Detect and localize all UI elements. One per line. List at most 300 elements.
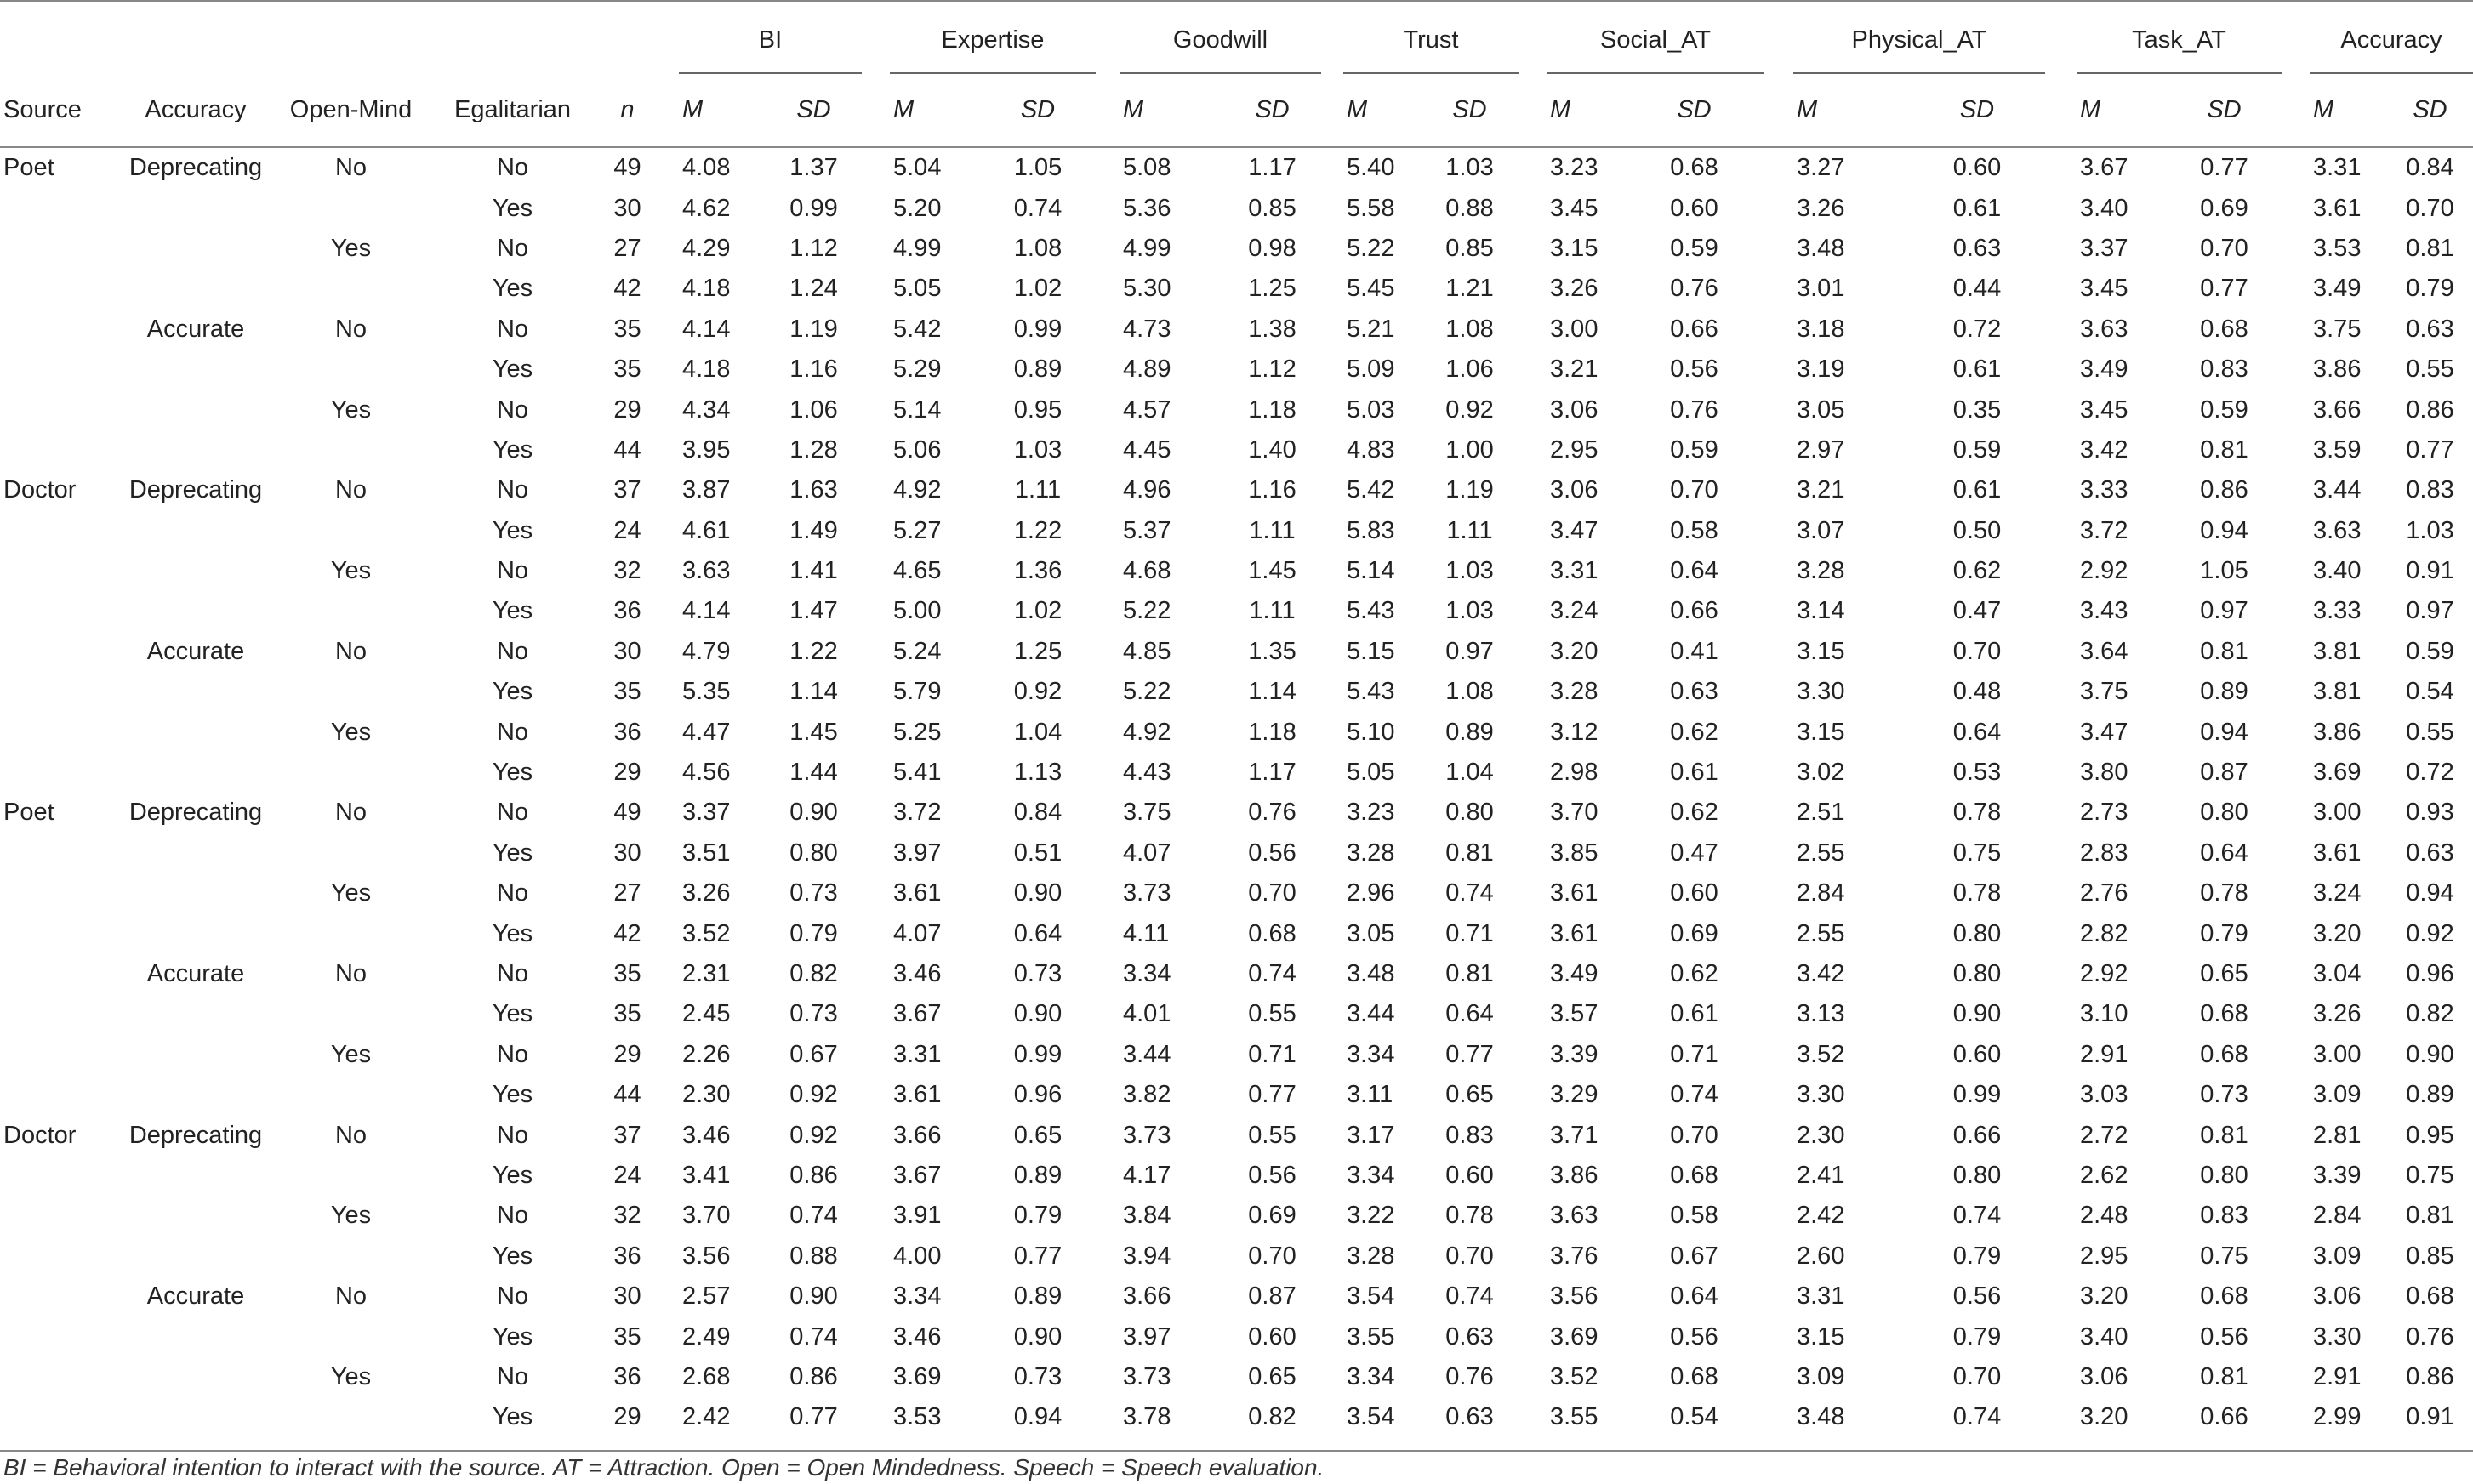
cell-gap — [659, 188, 679, 228]
cell-sd: 0.85 — [1248, 194, 1296, 222]
cell-sd: 0.74 — [1013, 194, 1063, 222]
header-sd: SD — [1624, 73, 1764, 147]
cell-gap — [2045, 1357, 2077, 1397]
cell-mean: 3.21 — [1550, 355, 1598, 384]
header-open-mind: Open-Mind — [272, 73, 430, 147]
cell-mean: 3.63 — [1550, 1202, 1598, 1230]
cell-source — [0, 229, 119, 269]
cell-mean: 5.42 — [1347, 476, 1395, 504]
cell-sd: 0.70 — [1670, 476, 1718, 504]
cell-open-mind — [272, 350, 430, 389]
cell-gap — [862, 1316, 890, 1356]
cell-gap — [1764, 1237, 1793, 1276]
cell-mean: 2.82 — [2080, 919, 2128, 947]
cell-open-mind — [272, 591, 430, 631]
cell-mean: 3.52 — [1550, 1362, 1598, 1390]
cell-sd: 1.04 — [1013, 718, 1063, 746]
cell-egalitarian: No — [496, 234, 529, 262]
cell-sd: 0.92 — [1445, 395, 1494, 424]
cell-gap — [1764, 1316, 1793, 1356]
cell-accuracy — [119, 229, 272, 269]
cell-sd: 1.11 — [1446, 516, 1493, 544]
cell-sd: 0.35 — [1952, 395, 2002, 424]
cell-sd: 0.78 — [1952, 879, 2002, 907]
cell-mean: 3.94 — [1123, 1242, 1171, 1270]
cell-gap — [1519, 672, 1547, 712]
cell-gap — [862, 511, 890, 551]
cell-mean: 3.34 — [1347, 1040, 1395, 1068]
cell-gap — [2282, 753, 2310, 793]
cell-source — [0, 591, 119, 631]
cell-sd: 0.76 — [1670, 395, 1718, 424]
cell-open-mind: No — [334, 799, 368, 827]
cell-sd: 0.85 — [1445, 234, 1494, 262]
cell-sd: 0.89 — [1013, 1161, 1063, 1189]
cell-gap — [2045, 229, 2077, 269]
cell-mean: 3.23 — [1550, 154, 1598, 182]
cell-gap — [1321, 389, 1343, 429]
cell-gap — [2045, 753, 2077, 793]
cell-egalitarian: No — [496, 315, 529, 343]
cell-mean: 4.83 — [1347, 435, 1395, 463]
cell-sd: 0.81 — [2200, 1362, 2248, 1390]
cell-mean: 3.41 — [682, 1161, 731, 1189]
cell-gap — [1096, 269, 1120, 309]
cell-sd: 0.94 — [1013, 1403, 1063, 1431]
cell-gap — [1519, 147, 1547, 188]
cell-mean: 3.09 — [2313, 1242, 2362, 1270]
cell-mean: 3.48 — [1797, 234, 1845, 262]
cell-sd: 0.79 — [789, 919, 838, 947]
cell-gap — [659, 1156, 679, 1196]
cell-sd: 1.00 — [1445, 435, 1494, 463]
cell-mean: 4.89 — [1123, 355, 1171, 384]
cell-gap — [1764, 1035, 1793, 1075]
cell-egalitarian: No — [496, 1202, 529, 1230]
cell-gap — [1764, 994, 1793, 1034]
cell-mean: 3.82 — [1123, 1081, 1171, 1109]
cell-gap — [1519, 793, 1547, 833]
cell-accuracy — [119, 591, 272, 631]
cell-sd: 1.18 — [1248, 718, 1296, 746]
cell-mean: 3.61 — [893, 879, 942, 907]
cell-gap — [862, 551, 890, 591]
table-row — [0, 1196, 2473, 1236]
cell-mean: 3.52 — [1797, 1040, 1845, 1068]
cell-n: 29 — [613, 395, 641, 424]
cell-sd: 0.76 — [1445, 1362, 1494, 1390]
cell-sd: 0.62 — [1670, 799, 1718, 827]
cell-gap — [2282, 1115, 2310, 1155]
cell-sd: 0.61 — [1952, 355, 2002, 384]
cell-mean: 4.92 — [893, 476, 942, 504]
cell-sd: 0.74 — [1445, 879, 1494, 907]
cell-sd: 0.80 — [789, 839, 838, 867]
cell-mean: 5.35 — [682, 678, 731, 706]
cell-sd: 0.79 — [2406, 275, 2454, 303]
table-row — [0, 1075, 2473, 1115]
cell-sd: 0.58 — [1670, 516, 1718, 544]
cell-gap — [1764, 1196, 1793, 1236]
table-row — [0, 591, 2473, 631]
cell-mean: 3.44 — [1347, 1000, 1395, 1028]
group-header: Task_AT — [2077, 8, 2282, 73]
cell-gap — [2282, 551, 2310, 591]
cell-sd: 0.96 — [2406, 960, 2454, 987]
cell-mean: 3.46 — [893, 1322, 942, 1350]
cell-sd: 0.93 — [2406, 799, 2454, 827]
cell-mean: 3.63 — [682, 557, 731, 585]
cell-gap — [2282, 672, 2310, 712]
cell-mean: 3.40 — [2080, 194, 2128, 222]
cell-sd: 0.61 — [1952, 476, 2002, 504]
cell-gap — [1096, 147, 1120, 188]
cell-mean: 3.85 — [1550, 839, 1598, 867]
cell-mean: 5.05 — [893, 275, 942, 303]
cell-accuracy — [119, 350, 272, 389]
cell-n: 27 — [613, 879, 641, 907]
cell-gap — [1519, 229, 1547, 269]
cell-mean: 5.21 — [1347, 315, 1395, 343]
cell-mean: 3.37 — [682, 799, 731, 827]
cell-n: 29 — [613, 759, 641, 787]
cell-gap — [862, 310, 890, 350]
cell-sd: 0.86 — [2406, 395, 2454, 424]
cell-mean: 4.01 — [1123, 1000, 1171, 1028]
cell-sd: 0.97 — [1445, 637, 1494, 665]
cell-gap — [1764, 833, 1793, 873]
cell-mean: 3.49 — [1550, 960, 1598, 987]
cell-gap — [659, 511, 679, 551]
cell-mean: 5.15 — [1347, 637, 1395, 665]
cell-gap — [1096, 470, 1120, 510]
cell-gap — [1519, 430, 1547, 470]
cell-mean: 3.42 — [2080, 435, 2128, 463]
cell-sd: 1.45 — [1248, 557, 1296, 585]
group-header: Physical_AT — [1793, 8, 2045, 73]
cell-mean: 3.45 — [1550, 194, 1598, 222]
cell-sd: 0.82 — [789, 960, 838, 987]
cell-sd: 0.99 — [1013, 1040, 1063, 1068]
cell-mean: 3.40 — [2313, 557, 2362, 585]
cell-mean: 3.71 — [1550, 1121, 1598, 1149]
cell-mean: 3.02 — [1797, 759, 1845, 787]
cell-sd: 0.77 — [2200, 154, 2248, 182]
cell-sd: 0.59 — [2406, 637, 2454, 665]
cell-mean: 2.57 — [682, 1282, 731, 1311]
cell-mean: 2.48 — [2080, 1202, 2128, 1230]
cell-gap — [2045, 1075, 2077, 1115]
cell-mean: 2.84 — [2313, 1202, 2362, 1230]
table-row — [0, 389, 2473, 429]
cell-egalitarian: Yes — [492, 275, 533, 303]
cell-gap — [1321, 632, 1343, 672]
cell-n: 44 — [613, 435, 641, 463]
cell-mean: 5.06 — [893, 435, 942, 463]
header-sd: SD — [2167, 73, 2282, 147]
cell-sd: 1.21 — [1445, 275, 1494, 303]
cell-gap — [1519, 1397, 1547, 1437]
cell-sd: 0.85 — [2406, 1242, 2454, 1270]
cell-sd: 0.97 — [2406, 597, 2454, 625]
cell-gap — [1764, 389, 1793, 429]
cell-source — [0, 1276, 119, 1316]
cell-gap — [2282, 833, 2310, 873]
cell-sd: 0.48 — [1952, 678, 2002, 706]
cell-n: 49 — [613, 799, 641, 827]
cell-source — [0, 1397, 119, 1437]
cell-sd: 0.74 — [789, 1322, 838, 1350]
cell-sd: 0.68 — [1670, 1161, 1718, 1189]
cell-sd: 0.68 — [1670, 1362, 1718, 1390]
cell-sd: 1.45 — [789, 718, 838, 746]
cell-sd: 0.69 — [2200, 194, 2248, 222]
cell-mean: 5.36 — [1123, 194, 1171, 222]
cell-sd: 0.59 — [2200, 395, 2248, 424]
cell-sd: 1.03 — [1445, 154, 1494, 182]
cell-gap — [1764, 1156, 1793, 1196]
cell-mean: 5.14 — [893, 395, 942, 424]
cell-mean: 5.00 — [893, 597, 942, 625]
cell-sd: 0.79 — [2200, 919, 2248, 947]
cell-mean: 3.91 — [893, 1202, 942, 1230]
cell-gap — [1519, 470, 1547, 510]
cell-source — [0, 188, 119, 228]
cell-sd: 0.41 — [1670, 637, 1718, 665]
cell-mean: 4.07 — [893, 919, 942, 947]
table-row — [0, 672, 2473, 712]
cell-accuracy — [119, 389, 272, 429]
cell-mean: 3.78 — [1123, 1403, 1171, 1431]
cell-gap — [1096, 793, 1120, 833]
header-source: Source — [0, 73, 119, 147]
cell-gap — [1764, 188, 1793, 228]
cell-mean: 3.34 — [1123, 960, 1171, 987]
cell-gap — [862, 873, 890, 913]
cell-gap — [659, 1075, 679, 1115]
cell-gap — [1321, 188, 1343, 228]
cell-mean: 4.47 — [682, 718, 731, 746]
cell-sd: 0.68 — [2200, 315, 2248, 343]
cell-sd: 1.14 — [789, 678, 838, 706]
cell-sd: 0.56 — [1248, 839, 1296, 867]
cell-gap — [2282, 632, 2310, 672]
cell-gap — [1519, 591, 1547, 631]
cell-mean: 2.98 — [1550, 759, 1598, 787]
cell-sd: 1.14 — [1248, 678, 1296, 706]
cell-mean: 3.10 — [2080, 1000, 2128, 1028]
cell-gap — [862, 591, 890, 631]
table-row — [0, 269, 2473, 309]
cell-gap — [2282, 430, 2310, 470]
cell-mean: 3.04 — [2313, 960, 2362, 987]
cell-gap — [2045, 551, 2077, 591]
cell-gap — [1321, 1357, 1343, 1397]
cell-source — [0, 310, 119, 350]
cell-mean: 3.23 — [1347, 799, 1395, 827]
cell-mean: 2.30 — [682, 1081, 731, 1109]
cell-sd: 1.16 — [1248, 476, 1296, 504]
cell-mean: 2.31 — [682, 960, 731, 987]
cell-egalitarian: Yes — [492, 194, 533, 222]
cell-gap — [862, 712, 890, 752]
cell-sd: 0.54 — [1670, 1403, 1718, 1431]
cell-gap — [659, 1237, 679, 1276]
cell-sd: 0.74 — [1952, 1202, 2002, 1230]
cell-mean: 3.15 — [1797, 637, 1845, 665]
cell-mean: 3.56 — [1550, 1282, 1598, 1311]
cell-gap — [2282, 1357, 2310, 1397]
cell-n: 30 — [613, 194, 641, 222]
group-header: Goodwill — [1120, 8, 1321, 73]
cell-sd: 0.76 — [1248, 799, 1296, 827]
cell-sd: 0.83 — [2200, 355, 2248, 384]
header-gap — [2045, 73, 2077, 147]
table-row — [0, 188, 2473, 228]
cell-sd: 0.60 — [1952, 1040, 2002, 1068]
cell-gap — [1096, 954, 1120, 994]
cell-mean: 2.51 — [1797, 799, 1845, 827]
cell-sd: 0.68 — [1248, 919, 1296, 947]
cell-gap — [2045, 310, 2077, 350]
cell-gap — [2045, 1035, 2077, 1075]
cell-gap — [659, 310, 679, 350]
cell-sd: 0.69 — [1248, 1202, 1296, 1230]
cell-source — [0, 551, 119, 591]
cell-sd: 1.19 — [1445, 476, 1494, 504]
cell-source — [0, 833, 119, 873]
cell-mean: 3.55 — [1347, 1322, 1395, 1350]
cell-gap — [1321, 1035, 1343, 1075]
cell-sd: 0.62 — [1952, 557, 2002, 585]
header-sd: SD — [1421, 73, 1519, 147]
cell-egalitarian: Yes — [492, 919, 533, 947]
cell-source — [0, 954, 119, 994]
cell-mean: 3.03 — [2080, 1081, 2128, 1109]
cell-mean: 3.67 — [893, 1000, 942, 1028]
cell-sd: 0.80 — [1445, 799, 1494, 827]
cell-open-mind — [272, 994, 430, 1034]
cell-sd: 0.80 — [1952, 1161, 2002, 1189]
cell-gap — [862, 753, 890, 793]
cell-gap — [1764, 672, 1793, 712]
cell-accuracy — [119, 1196, 272, 1236]
cell-sd: 0.76 — [2406, 1322, 2454, 1350]
cell-sd: 0.70 — [1952, 1362, 2002, 1390]
cell-sd: 0.81 — [2406, 234, 2454, 262]
cell-mean: 3.46 — [893, 960, 942, 987]
cell-gap — [2282, 269, 2310, 309]
cell-mean: 3.18 — [1797, 315, 1845, 343]
cell-mean: 3.54 — [1347, 1403, 1395, 1431]
cell-sd: 0.59 — [1952, 435, 2002, 463]
cell-mean: 2.30 — [1797, 1121, 1845, 1149]
cell-gap — [862, 793, 890, 833]
header-sd: SD — [980, 73, 1096, 147]
cell-sd: 1.03 — [1445, 557, 1494, 585]
cell-n: 32 — [613, 1202, 641, 1230]
cell-gap — [1321, 954, 1343, 994]
cell-mean: 5.29 — [893, 355, 942, 384]
cell-gap — [1321, 994, 1343, 1034]
cell-mean: 3.00 — [2313, 1040, 2362, 1068]
cell-gap — [659, 229, 679, 269]
cell-egalitarian: No — [496, 637, 529, 665]
cell-sd: 1.22 — [789, 637, 838, 665]
cell-sd: 0.71 — [1248, 1040, 1296, 1068]
cell-mean: 3.34 — [893, 1282, 942, 1311]
cell-source — [0, 389, 119, 429]
cell-mean: 3.15 — [1550, 234, 1598, 262]
cell-gap — [1764, 1276, 1793, 1316]
cell-open-mind — [272, 672, 430, 712]
cell-sd: 1.18 — [1248, 395, 1296, 424]
cell-sd: 0.77 — [789, 1403, 838, 1431]
cell-mean: 2.72 — [2080, 1121, 2128, 1149]
cell-n: 35 — [613, 315, 641, 343]
cell-sd: 1.11 — [1249, 516, 1296, 544]
cell-mean: 5.14 — [1347, 557, 1395, 585]
cell-gap — [1096, 1035, 1120, 1075]
cell-open-mind: No — [334, 960, 368, 987]
cell-sd: 0.78 — [1952, 799, 2002, 827]
cell-gap — [862, 470, 890, 510]
cell-sd: 0.79 — [1952, 1322, 2002, 1350]
header-accuracy: Accuracy — [119, 73, 272, 147]
cell-sd: 1.04 — [1445, 759, 1494, 787]
cell-gap — [2282, 1075, 2310, 1115]
cell-mean: 3.63 — [2080, 315, 2128, 343]
cell-sd: 0.63 — [1445, 1322, 1494, 1350]
cell-mean: 3.15 — [1797, 718, 1845, 746]
cell-gap — [862, 1357, 890, 1397]
cell-sd: 0.64 — [2200, 839, 2248, 867]
header-gap — [1096, 8, 1120, 73]
cell-gap — [659, 712, 679, 752]
header-gap — [1321, 8, 1343, 73]
cell-sd: 0.66 — [1952, 1121, 2002, 1149]
table-row — [0, 310, 2473, 350]
cell-sd: 0.83 — [2200, 1202, 2248, 1230]
cell-sd: 0.55 — [1248, 1121, 1296, 1149]
cell-gap — [2282, 1397, 2310, 1437]
cell-sd: 0.61 — [1952, 194, 2002, 222]
cell-open-mind: No — [334, 315, 368, 343]
cell-sd: 0.81 — [1445, 960, 1494, 987]
cell-sd: 1.11 — [1249, 597, 1296, 625]
cell-mean: 3.34 — [1347, 1161, 1395, 1189]
cell-mean: 3.26 — [2313, 1000, 2362, 1028]
cell-sd: 0.81 — [2200, 637, 2248, 665]
cell-sd: 1.47 — [789, 597, 838, 625]
cell-sd: 0.77 — [1445, 1040, 1494, 1068]
cell-sd: 1.44 — [789, 759, 838, 787]
cell-gap — [1321, 470, 1343, 510]
cell-open-mind — [272, 1397, 430, 1437]
cell-sd: 0.80 — [1952, 919, 2002, 947]
cell-mean: 5.41 — [893, 759, 942, 787]
cell-accuracy — [119, 913, 272, 953]
group-header: Social_AT — [1547, 8, 1764, 73]
cell-sd: 0.68 — [2200, 1040, 2248, 1068]
cell-gap — [1321, 430, 1343, 470]
cell-gap — [862, 1035, 890, 1075]
cell-sd: 0.94 — [2406, 879, 2454, 907]
cell-gap — [1096, 833, 1120, 873]
cell-mean: 3.44 — [2313, 476, 2362, 504]
cell-gap — [1096, 1397, 1120, 1437]
cell-gap — [1764, 1357, 1793, 1397]
